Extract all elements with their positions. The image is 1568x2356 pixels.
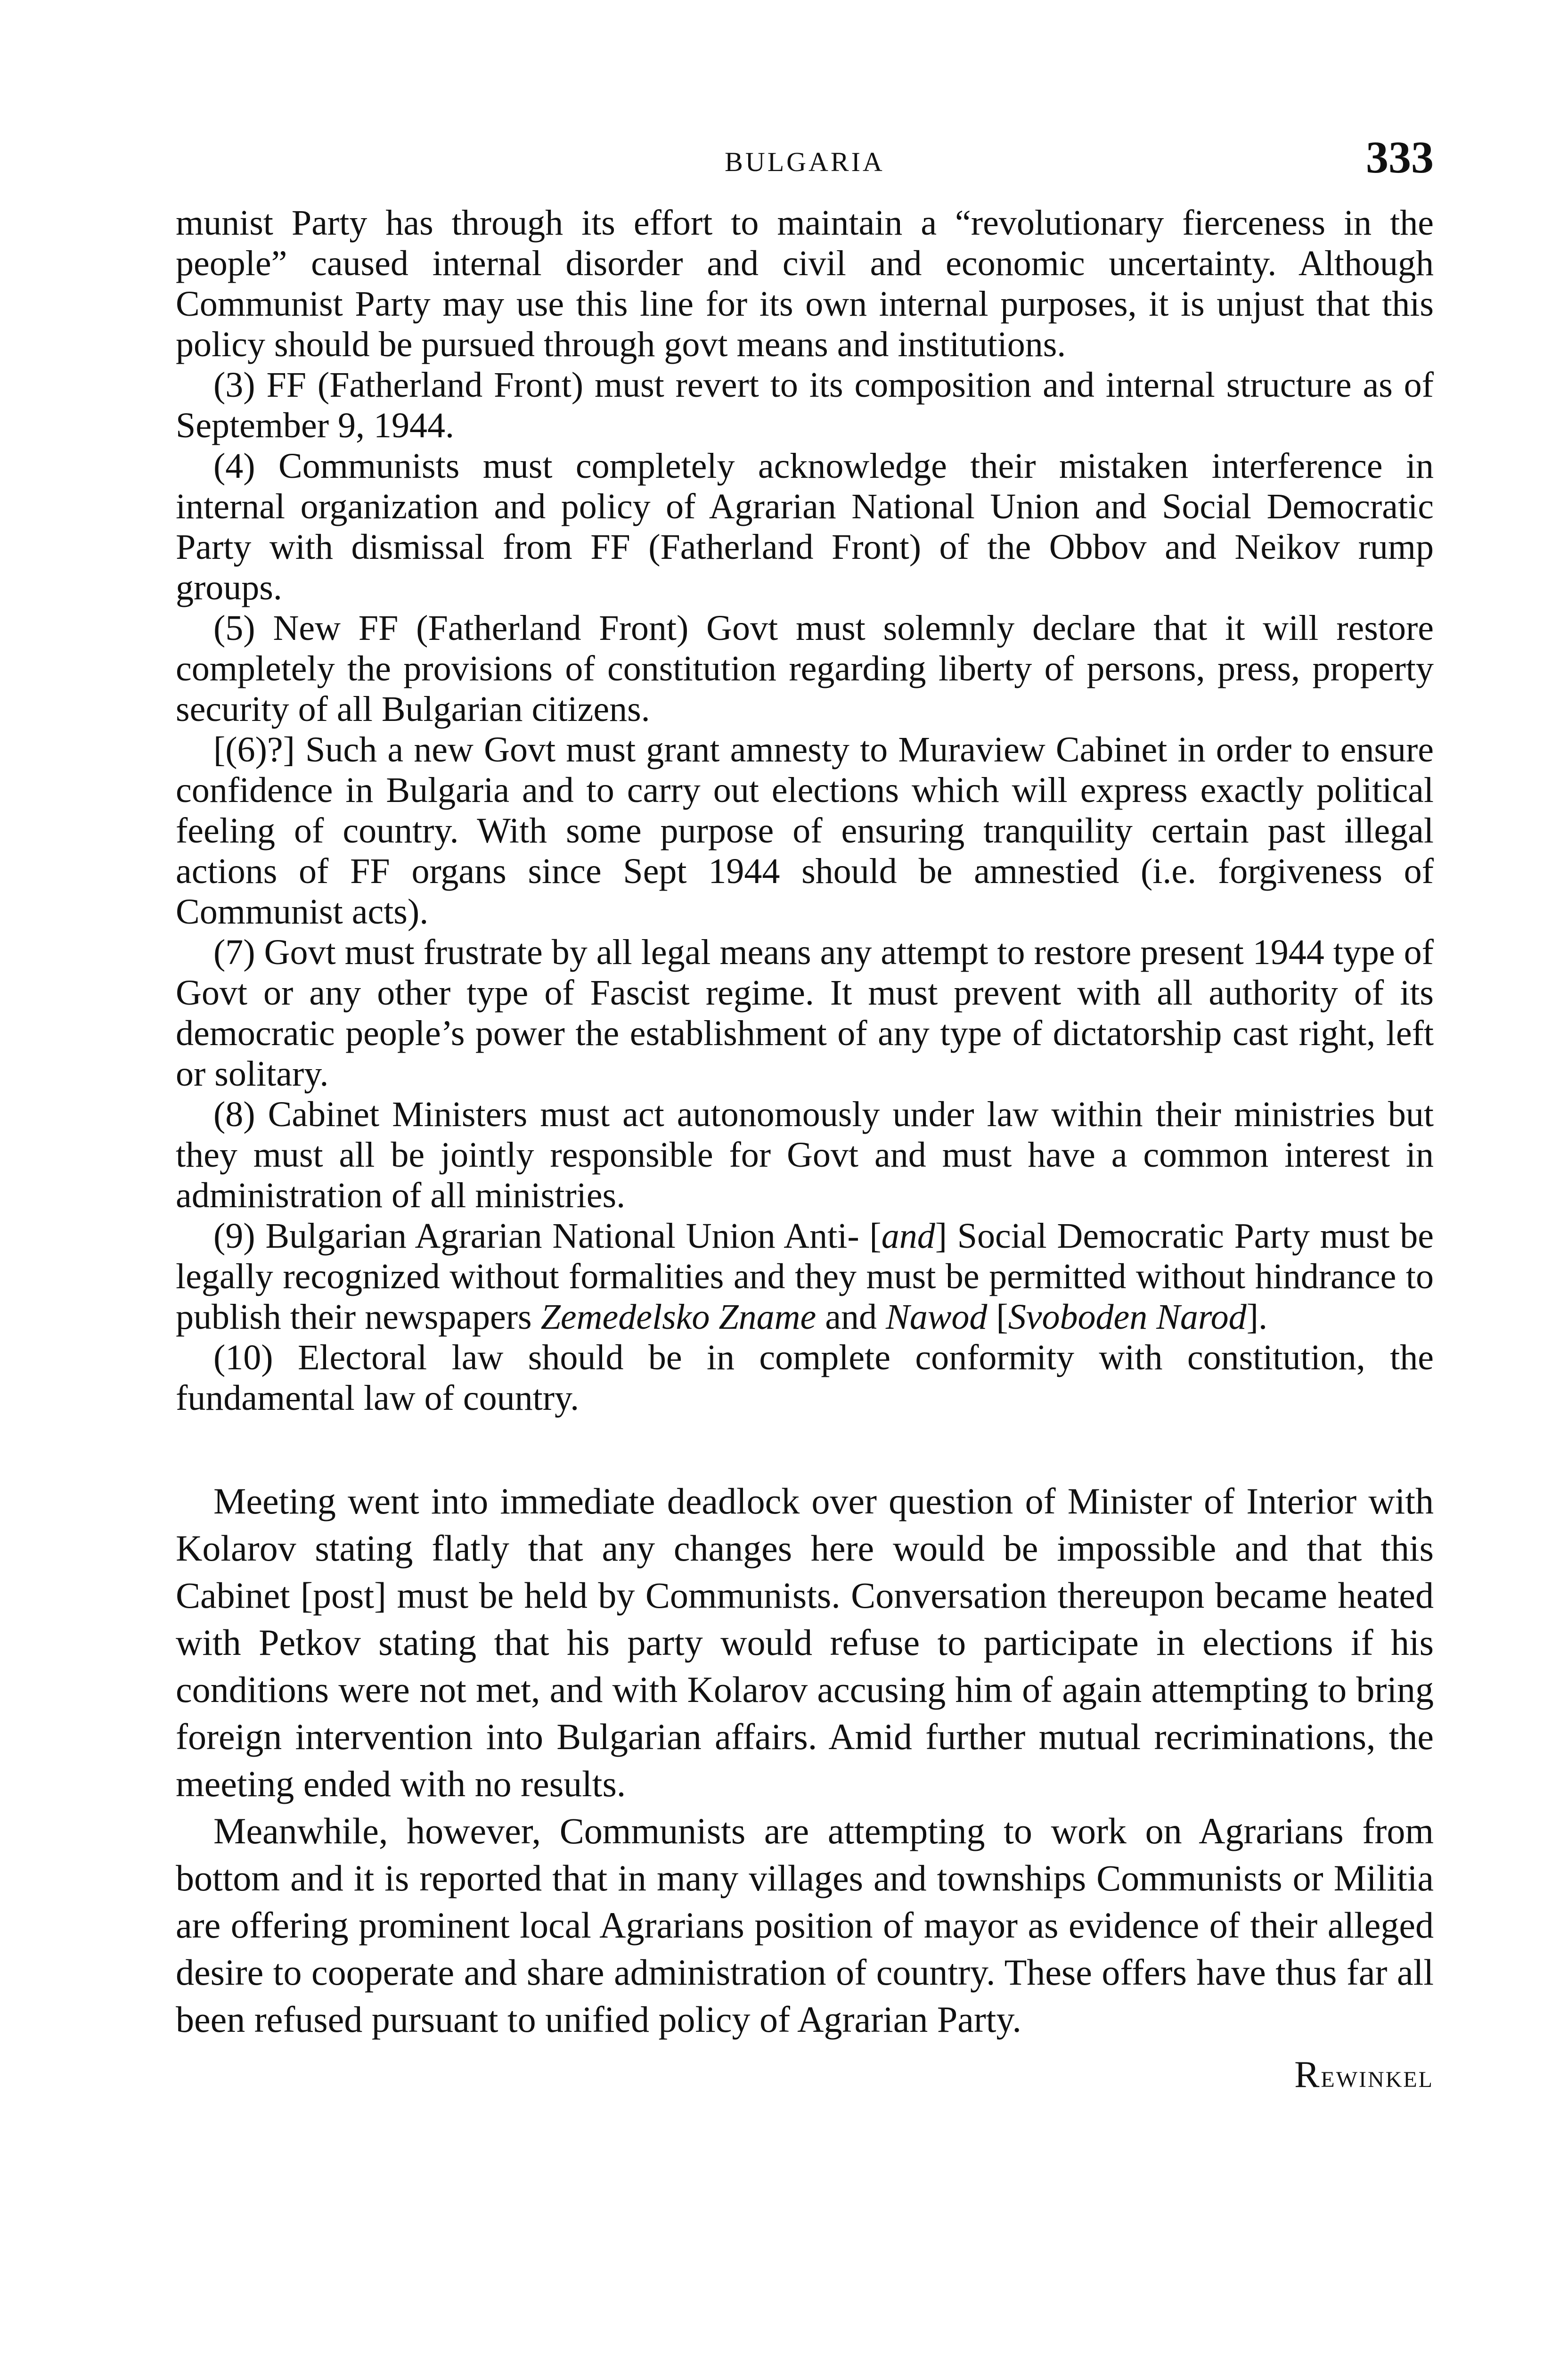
narrative-paragraph-2: Meanwhile, however, Communists are attempting to work on Agrarians from bottom and it is reported that in many villages and townships Communists or Militia are offering prominent local Agrarians position of mayor as evidence of their alleged desire to cooperate and share administration of country. These offers have thus far all been refused pursuant to unified policy of Agrarian Party. xyxy=(176,1810,1434,2040)
newspaper-title-3: Svoboden Narod xyxy=(1008,1297,1247,1337)
condition-9-bracket-close: ]. xyxy=(1246,1297,1267,1337)
condition-9-text-b: ] Social Democratic Party must be legally recognized without formalities and they must be permitted without hindrance to publish their newspapers xyxy=(176,1216,1434,1337)
condition-3: (3) FF (Fatherland Front) must revert to its composition and internal structure as of September 9, 1944. xyxy=(176,365,1434,445)
condition-9-bracket-open: [ xyxy=(987,1297,1008,1337)
newspaper-title-1: Zemedelsko Zname xyxy=(540,1297,817,1337)
document-body xyxy=(176,203,1434,2097)
condition-8: (8) Cabinet Ministers must act autonomously under law within their ministries but they must all be jointly responsible for Govt and must have a common interest in administration of all ministries. xyxy=(176,1095,1434,1215)
page-number: 333 xyxy=(1366,132,1434,182)
condition-10: (10) Electoral law should be in complete conformity with constitution, the fundamental law of country. xyxy=(176,1338,1434,1418)
narrative-section xyxy=(176,1478,1434,2043)
condition-7: (7) Govt must frustrate by all legal means any attempt to restore present 1944 type of Govt or any other type of Fascist regime. It must prevent with all authority of its democratic people’s power the establishment of any type of dictatorship cast right, left or solitary. xyxy=(176,933,1434,1094)
condition-5: (5) New FF (Fatherland Front) Govt must solemnly declare that it will restore completely the provisions of constitution regarding liberty of persons, press, property security of all Bulgarian citizens. xyxy=(176,608,1434,729)
signature: Rewinkel xyxy=(1294,2054,1434,2095)
running-head: BULGARIA xyxy=(725,147,885,177)
condition-9-conj: and xyxy=(816,1297,886,1337)
narrative-paragraph-1: Meeting went into immediate deadlock over question of Minister of Interior with Kolarov stating flatly that any changes here would be impossible and that this Cabinet [post] must be held by Communists. Conversation thereupon became heated with Petkov stating that his party would refuse to participate in elections if his conditions were not met, and with Kolarov accusing him of again attempting to bring foreign intervention into Bulgarian affairs. Amid further mutual recriminations, the meeting ended with no results. xyxy=(176,1481,1434,1804)
condition-9-text-a: (9) Bulgarian Agrarian National Union Anti- [ xyxy=(213,1216,882,1256)
condition-9 xyxy=(176,1216,1434,1337)
editorial-and: and xyxy=(881,1216,935,1256)
conditions-list xyxy=(176,203,1434,1418)
newspaper-title-2: Nawod xyxy=(886,1297,988,1337)
page-header xyxy=(176,132,1434,193)
condition-4: (4) Communists must completely acknowledge their mistaken interference in internal organization and policy of Agrarian National Union and Social Democratic Party with dismissal from FF (Fatherland Front) of the Obbov and Neikov rump groups. xyxy=(176,446,1434,607)
condition-6: [(6)?] Such a new Govt must grant amnesty to Muraview Cabinet in order to ensure confidence in Bulgaria and to carry out elections which will express exactly political feeling of country. With some purpose of ensuring tranquility certain past illegal actions of FF organs since Sept 1944 should be amnestied (i.e. forgiveness of Communist acts). xyxy=(176,730,1434,932)
condition-continuation: munist Party has through its effort to maintain a “revolutionary fierceness in the people” caused internal disorder and civil and economic uncertainty. Although Communist Party may use this line for its own internal purposes, it is unjust that this policy should be pursued through govt means and institutions. xyxy=(176,203,1434,364)
